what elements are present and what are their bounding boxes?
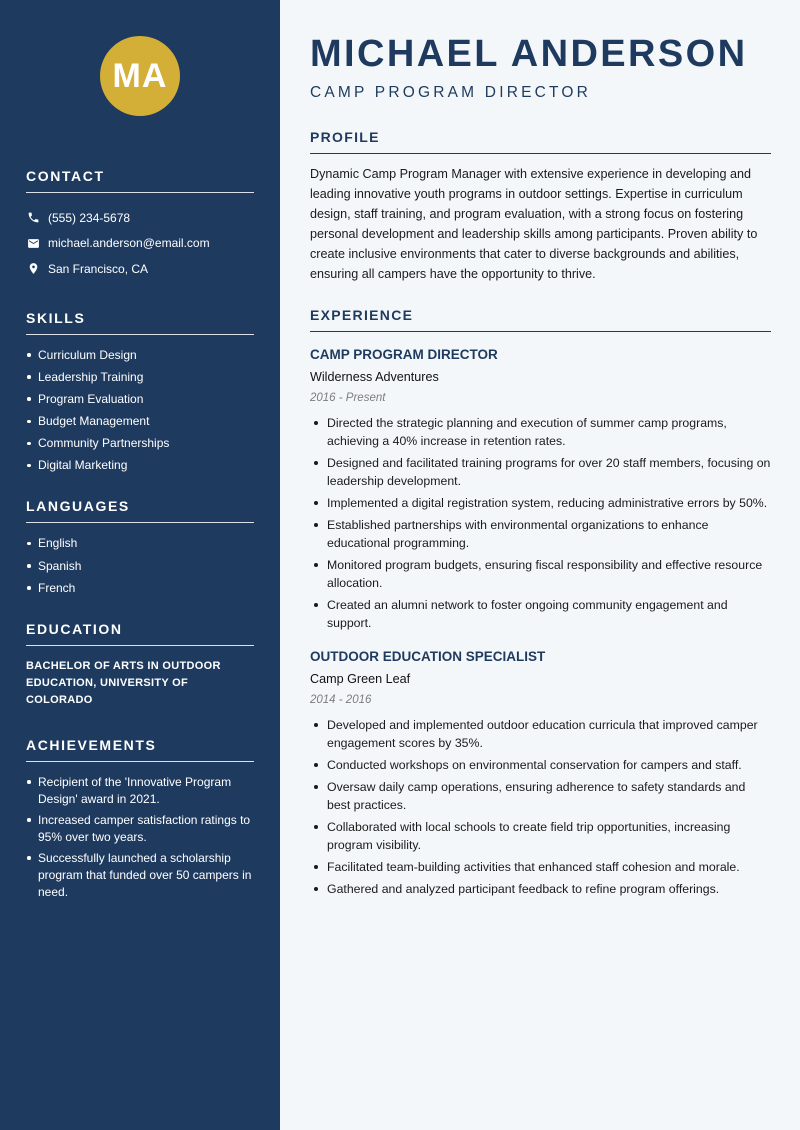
skill-item: Leadership Training bbox=[26, 369, 254, 385]
job-bullet: Facilitated team-building activities that enhanced staff cohesion and morale. bbox=[310, 858, 771, 876]
sidebar bbox=[0, 0, 280, 1130]
contact-email bbox=[26, 231, 254, 257]
profile-heading: PROFILE bbox=[310, 129, 771, 154]
skill-item: Program Evaluation bbox=[26, 391, 254, 407]
job-bullet: Collaborated with local schools to create field trip opportunities, increasing program visibility. bbox=[310, 818, 771, 854]
contact-section bbox=[26, 168, 254, 282]
job-bullet: Conducted workshops on environmental conservation for campers and staff. bbox=[310, 756, 771, 774]
achievement-item: Successfully launched a scholarship program that funded over 50 campers in need. bbox=[26, 850, 254, 901]
candidate-name: MICHAEL ANDERSON bbox=[310, 33, 748, 75]
phone-icon bbox=[26, 211, 40, 225]
job-bullet: Oversaw daily camp operations, ensuring adherence to safety standards and best practices. bbox=[310, 778, 771, 814]
job-bullet: Established partnerships with environmental organizations to enhance educational programming. bbox=[310, 516, 771, 552]
achievements-list bbox=[26, 774, 254, 901]
skills-list bbox=[26, 347, 254, 474]
job-bullet: Created an alumni network to foster ongoing community engagement and support. bbox=[310, 596, 771, 632]
contact-list bbox=[26, 205, 254, 282]
location-text: San Francisco, CA bbox=[48, 261, 149, 276]
candidate-role: CAMP PROGRAM DIRECTOR bbox=[310, 84, 592, 101]
job-bullet: Monitored program budgets, ensuring fiscal responsibility and effective resource allocation. bbox=[310, 556, 771, 592]
contact-phone bbox=[26, 205, 254, 231]
skill-item: Curriculum Design bbox=[26, 347, 254, 363]
language-item: French bbox=[26, 580, 254, 596]
contact-location bbox=[26, 256, 254, 282]
skill-item: Community Partnerships bbox=[26, 435, 254, 451]
location-pin-icon bbox=[26, 262, 40, 276]
profile-section bbox=[310, 129, 771, 284]
email-text[interactable]: michael.anderson@email.com bbox=[48, 236, 210, 251]
language-item: English bbox=[26, 535, 254, 551]
languages-list bbox=[26, 535, 254, 595]
skills-heading: SKILLS bbox=[26, 310, 254, 335]
job-bullet: Designed and facilitated training programs for over 20 staff members, focusing on leadership development. bbox=[310, 454, 771, 490]
languages-section bbox=[26, 498, 254, 595]
experience-section bbox=[310, 307, 771, 898]
skills-section bbox=[26, 310, 254, 474]
achievement-item: Increased camper satisfaction ratings to 95% over two years. bbox=[26, 812, 254, 846]
job-entry bbox=[310, 346, 771, 632]
job-title: OUTDOOR EDUCATION SPECIALIST bbox=[310, 649, 546, 664]
job-bullet: Implemented a digital registration system, reducing administrative errors by 50%. bbox=[310, 494, 771, 512]
education-heading: EDUCATION bbox=[26, 621, 254, 646]
job-bullet: Developed and implemented outdoor education curricula that improved camper engagement scores by 35%. bbox=[310, 716, 771, 752]
languages-heading: LANGUAGES bbox=[26, 498, 254, 523]
skill-item: Digital Marketing bbox=[26, 457, 254, 473]
main-content bbox=[280, 0, 800, 1130]
email-icon bbox=[26, 236, 40, 250]
job-bullets bbox=[310, 414, 771, 632]
profile-text: Dynamic Camp Program Manager with extensive experience in developing and leading innovative youth programs in outdoor settings. Expertise in curriculum design, staff training, and program evaluation, with a strong focus on fostering personal development and leadership skills among participants. Proven ability to create inclusive environments that cater to diverse backgrounds and abilities, ensuring all campers have the opportunity to thrive. bbox=[310, 167, 758, 281]
achievements-section bbox=[26, 737, 254, 901]
job-bullets bbox=[310, 716, 771, 898]
education-degree: BACHELOR OF ARTS IN OUTDOOR EDUCATION, UNIVERSITY OF COLORADO bbox=[26, 659, 221, 706]
contact-heading: CONTACT bbox=[26, 168, 254, 193]
skill-item: Budget Management bbox=[26, 413, 254, 429]
education-section bbox=[26, 621, 254, 709]
job-bullet: Gathered and analyzed participant feedback to refine program offerings. bbox=[310, 880, 771, 898]
job-title: CAMP PROGRAM DIRECTOR bbox=[310, 347, 498, 362]
job-company: Wilderness Adventures bbox=[310, 370, 439, 384]
job-dates: 2016 - Present bbox=[310, 392, 386, 404]
experience-heading: EXPERIENCE bbox=[310, 307, 771, 332]
job-bullet: Directed the strategic planning and execution of summer camp programs, achieving a 40% increase in retention rates. bbox=[310, 414, 771, 450]
language-item: Spanish bbox=[26, 558, 254, 574]
achievement-item: Recipient of the 'Innovative Program Design' award in 2021. bbox=[26, 774, 254, 808]
avatar-initials: MA bbox=[100, 36, 180, 116]
achievements-heading: ACHIEVEMENTS bbox=[26, 737, 254, 762]
job-dates: 2014 - 2016 bbox=[310, 694, 372, 706]
phone-text[interactable]: (555) 234-5678 bbox=[48, 210, 131, 225]
job-entry bbox=[310, 648, 771, 898]
job-company: Camp Green Leaf bbox=[310, 672, 411, 686]
